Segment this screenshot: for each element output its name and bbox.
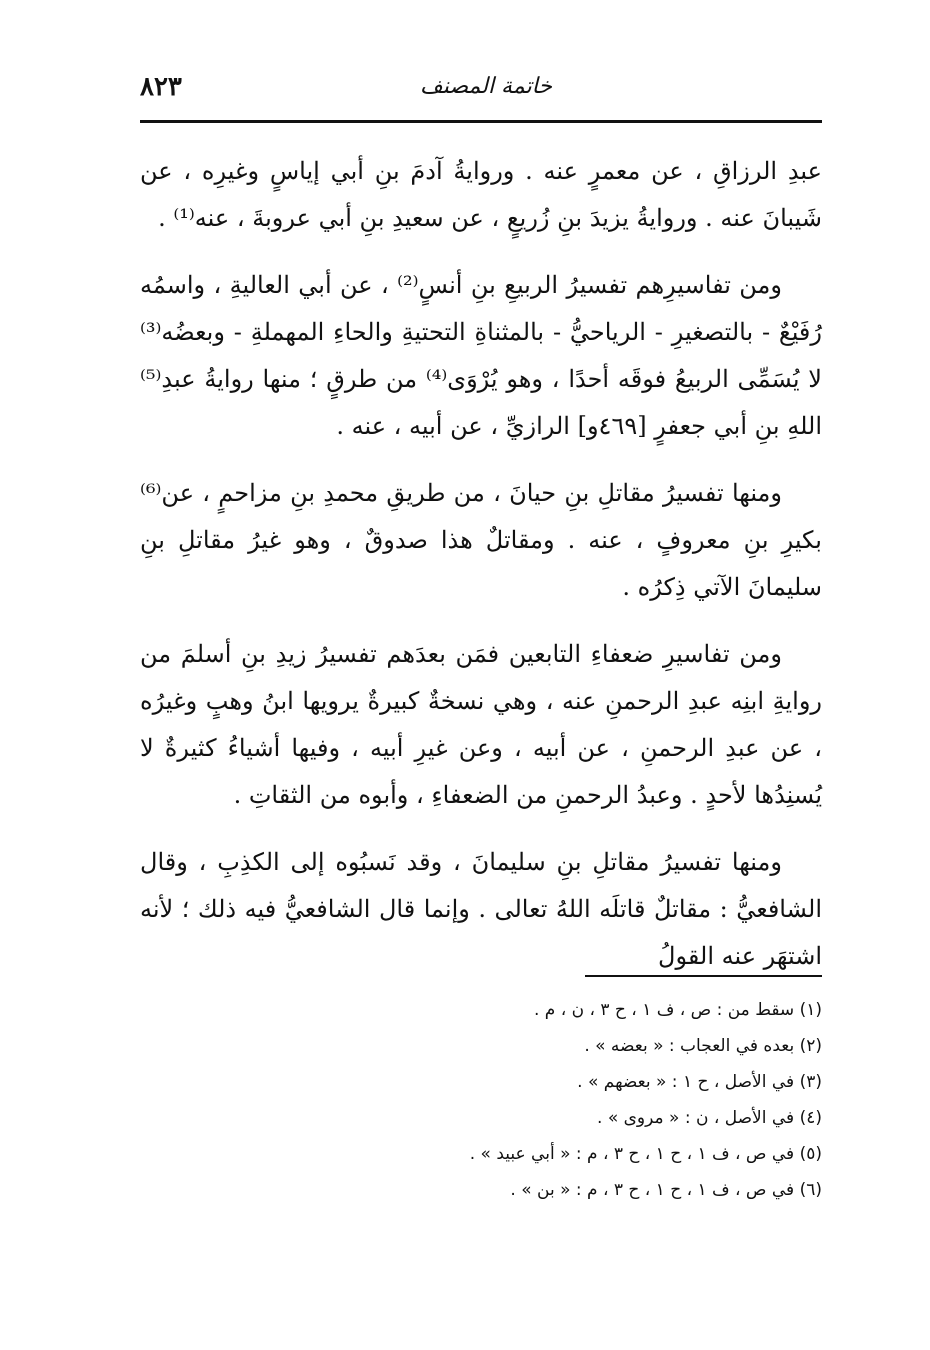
main-text [140,148,822,1000]
footnote-1: (١) سقط من : ص ، ف ١ ، ح ٣ ، ن ، م . [533,1000,822,1020]
page-number: ٨٢٣ [140,72,182,102]
footnote-3: (٣) في الأصل ، ح ١ : « بعضهم » . [577,1072,822,1092]
paragraph-5: ومنها تفسيرُ مقاتلِ بنِ سليمانَ ، وقد نَسبُوه إلى الكذِبِ ، وقال الشافعيُّ : مقاتلٌ قاتلَه اللهُ تعالى . وإنما قال الشافعيُّ فيه ذلك ؛ لأنه اشتهَر عنه القولُ [140,848,822,970]
header-rule [140,120,822,123]
footnote-5: (٥) في ص ، ف ١ ، ح ١ ، ح ٣ ، م : « أبي عبيد » . [469,1144,822,1164]
footnotes [140,992,822,1208]
page-header [140,70,822,110]
footnote-4: (٤) في الأصل ، ن : « مروى » . [597,1108,822,1128]
paragraph-3: ومنها تفسيرُ مقاتلِ بنِ حيانَ ، من طريقِ محمدِ بنِ مزاحمٍ ، عن⁽⁶⁾ بكيرِ بنِ معروفٍ ، عنه . ومقاتلٌ هذا صدوقٌ ، وهو غيرُ مقاتلِ بنِ سليمانَ الآتي ذِكرُه . [140,479,822,601]
footnote-6: (٦) في ص ، ف ١ ، ح ١ ، ح ٣ ، م : « بن » . [510,1180,822,1200]
running-title: خاتمة المصنف [420,74,552,99]
footnote-2: (٢) بعده في العجاب : « بعضه » . [584,1036,822,1056]
paragraph-2: ومن تفاسيرِهم تفسيرُ الربيعِ بنِ أنسٍ⁽²⁾ ، عن أبي العاليةِ ، واسمُه رُفَيْعٌ - بالتصغيرِ - الرياحيُّ - بالمثناةِ التحتيةِ والحاءِ المهملةِ - وبعضُه⁽³⁾ لا يُسَمِّى الربيعُ فوقَه أحدًا ، وهو يُرْوَى⁽⁴⁾ من طرقٍ ؛ منها روايةُ عبدِ⁽⁵⁾ اللهِ بنِ أبي جعفرٍ [٤٦٩و] الرازيِّ ، عن أبيه ، عنه . [140,271,822,440]
paragraph-1: عبدِ الرزاقِ ، عن معمرٍ عنه . وروايةُ آدمَ بنِ أبي إياسٍ وغيرِه ، عن شَيبانَ عنه . وروايةُ يزيدَ بنِ زُريعٍ ، عن سعيدِ بنِ أبي عروبةَ ، عنه⁽¹⁾ . [140,157,822,232]
paragraph-4: ومن تفاسيرِ ضعفاءِ التابعين فمَن بعدَهم تفسيرُ زيدِ بنِ أسلمَ من روايةِ ابنِه عبدِ الرحمنِ عنه ، وهي نسخةٌ كبيرةٌ يرويها ابنُ وهبٍ وغيرُه ، عن عبدِ الرحمنِ ، عن أبيه ، وعن غيرِ أبيه ، وفيها أشياءُ كثيرةٌ لا يُسنِدُها لأحدٍ . وعبدُ الرحمنِ من الضعفاءِ ، وأبوه من الثقاتِ . [140,640,822,809]
footnote-rule [585,975,822,977]
